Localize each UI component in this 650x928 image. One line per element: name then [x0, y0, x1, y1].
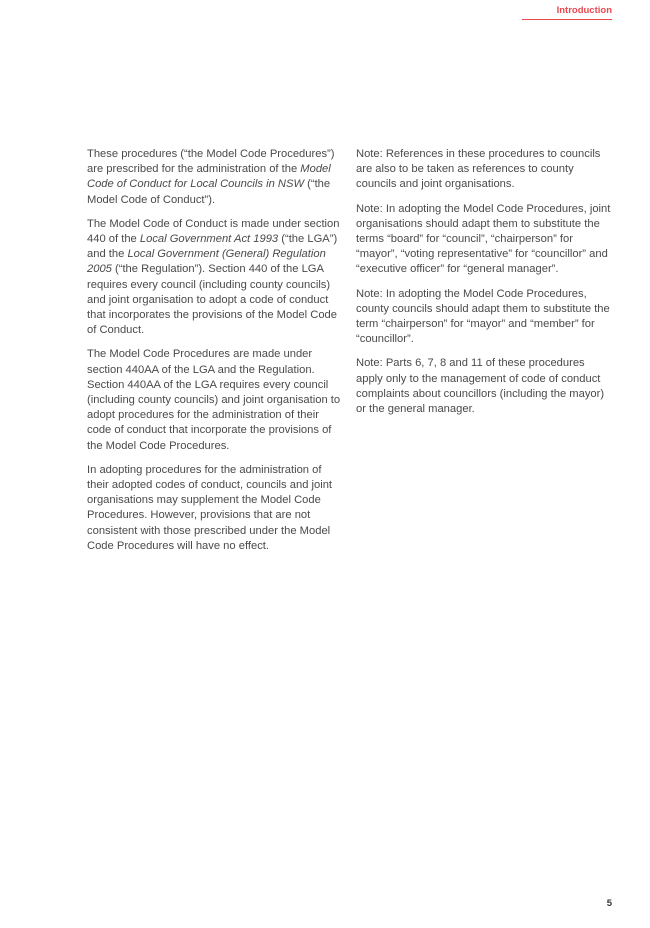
note-county-councils-references: Note: References in these procedures to councils are also to be taken as references to county councils and joint organisations.: [356, 148, 601, 191]
italic-title-regulation: Local Government (General) Regulation 2005: [87, 248, 326, 276]
paragraph-text: (“the Model Code of Conduct”).: [87, 178, 331, 206]
paragraph-text: (“the Regulation”). Section 440 of the LGA requires every council (including county councils) and joint organisation to adopt a code of conduct that incorporates the provisions of the Model Code of Conduct.: [87, 263, 337, 337]
page-number: 5: [606, 898, 612, 909]
note-county-councils-adapt: Note: In adopting the Model Code Procedures, county councils should adapt them to substitute the term “chairperson” for “mayor” and “member” for “councillor”.: [356, 287, 610, 346]
section-header-label: Introduction: [556, 5, 612, 16]
paragraph-model-code-procedures-intro: [87, 147, 345, 208]
paragraph-text: The Model Code of Conduct is made under section 440 of the: [87, 217, 340, 246]
header-divider: [522, 19, 612, 20]
italic-title-lga: Local Government Act 1993: [139, 233, 279, 246]
paragraph-section-440: [87, 217, 345, 339]
note-joint-organisations: Note: In adopting the Model Code Procedures, joint organisations should adapt them to substitute the terms “board” for “council”, “chairperson” for “mayor”, “voting representative” for “councillor” and “executive officer” for “general manager”.: [356, 202, 611, 276]
paragraph-section-440aa: The Model Code Procedures are made under section 440AA of the LGA and the Regulation. Section 440AA of the LGA requires every council (including county councils) and joint organisation to adopt procedures for the administration of their code of conduct that incorporate the provisions of the Model Code Procedures.: [87, 348, 341, 452]
right-notes-column: [356, 147, 614, 426]
paragraph-adopting-procedures: In adopting procedures for the administration of their adopted codes of conduct, councils and joint organisations may supplement the Model Code Procedures. However, provisions that are not consistent with those prescribed under the Model Code Procedures will have no effect.: [87, 463, 333, 552]
italic-title-model-code: Model Code of Conduct for Local Councils in NSW: [87, 163, 331, 191]
note-parts-applicability: Note: Parts 6, 7, 8 and 11 of these procedures apply only to the management of code of conduct complaints about councillors (including the mayor) or the general manager.: [356, 357, 605, 416]
paragraph-text: These procedures (“the Model Code Procedures”) are prescribed for the administration of the: [87, 148, 335, 176]
paragraph-text: (“the LGA”) and the: [87, 233, 338, 261]
left-text-column: [87, 147, 345, 563]
